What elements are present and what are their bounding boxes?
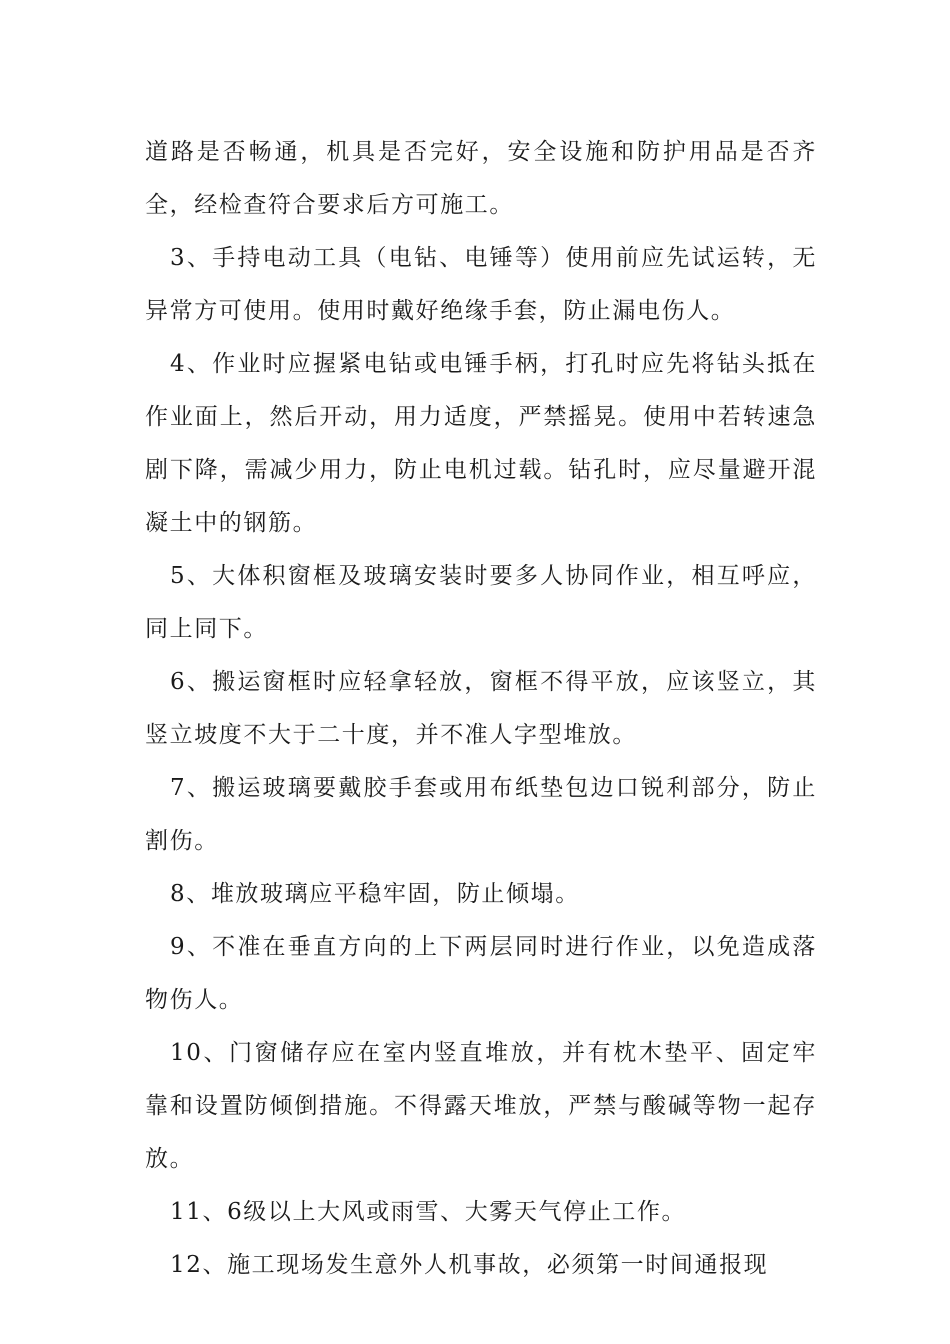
paragraph-item-10: 10、门窗储存应在室内竖直堆放，并有枕木垫平、固定牢靠和设置防倾倒措施。不得露天堆放，严禁与酸碱等物一起存放。 xyxy=(145,1040,817,1172)
paragraph-item-8: 8、堆放玻璃应平稳牢固，防止倾塌。 xyxy=(170,881,580,907)
paragraph-item-7: 7、搬运玻璃要戴胶手套或用布纸垫包边口锐利部分，防止割伤。 xyxy=(145,775,817,854)
paragraph-item-6: 6、搬运窗框时应轻拿轻放，窗框不得平放，应该竖立，其竖立坡度不大于二十度，并不准人字型堆放。 xyxy=(145,669,817,748)
paragraph-item-11: 11、6级以上大风或雨雪、大雾天气停止工作。 xyxy=(170,1199,687,1225)
paragraph-item-3: 3、手持电动工具（电钻、电锤等）使用前应先试运转，无异常方可使用。使用时戴好绝缘手套，防止漏电伤人。 xyxy=(145,245,817,324)
body-text xyxy=(145,126,817,1292)
paragraph-continued: 道路是否畅通，机具是否完好，安全设施和防护用品是否齐全，经检查符合要求后方可施工。 xyxy=(145,139,817,218)
paragraph-item-5: 5、大体积窗框及玻璃安装时要多人协同作业，相互呼应，同上同下。 xyxy=(145,563,817,642)
paragraph-item-9: 9、不准在垂直方向的上下两层同时进行作业，以免造成落物伤人。 xyxy=(145,934,817,1013)
paragraph-item-4: 4、作业时应握紧电钻或电锤手柄，打孔时应先将钻头抵在作业面上，然后开动，用力适度，严禁摇晃。使用中若转速急剧下降，需减少用力，防止电机过载。钻孔时，应尽量避开混凝土中的钢筋。 xyxy=(145,351,817,536)
paragraph-item-12: 12、施工现场发生意外人机事故，必须第一时间通报现 xyxy=(170,1252,769,1278)
